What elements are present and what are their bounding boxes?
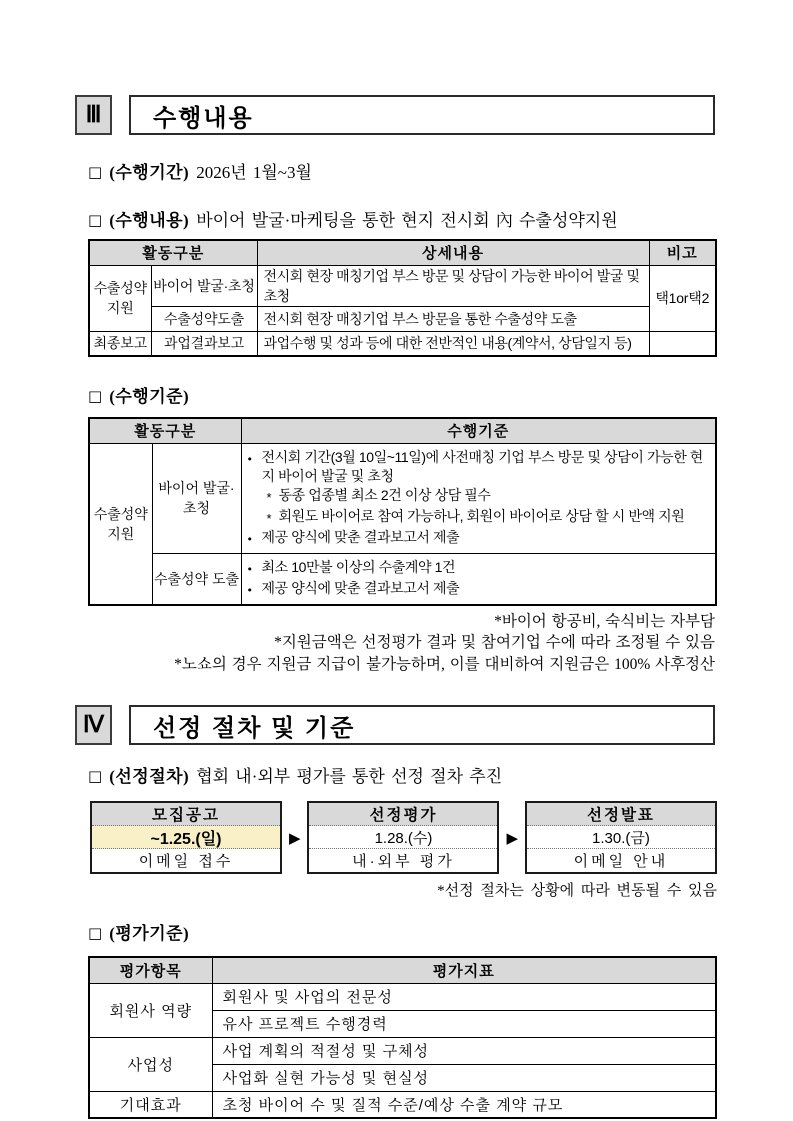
- section-heading-selection: [75, 705, 715, 745]
- criteria-content-cell: [241, 553, 716, 605]
- bullet-item: [247, 448, 710, 486]
- sub-cell: 바이어 발굴·초청: [151, 265, 257, 306]
- bullet-text: 제공 양식에 맞춘 결과보고서 제출: [261, 579, 460, 596]
- indicator-cell: 유사 프로젝트 수행경력: [212, 1010, 716, 1037]
- detail-cell: 전시회 현장 매칭기업 부스 방문을 통한 수출성약 도출: [257, 306, 649, 331]
- evaluation-label: (평가기준): [109, 924, 190, 943]
- criteria-table: [88, 417, 717, 606]
- section-number: Ⅳ: [82, 712, 105, 737]
- bullet-icon: •: [246, 452, 253, 466]
- indicator-cell: 사업화 실현 가능성 및 현실성: [212, 1064, 716, 1091]
- section-title-box: [129, 705, 715, 745]
- table-row: [89, 443, 716, 553]
- section-title: 선정 절차 및 기준: [153, 714, 356, 742]
- checkbox-icon: □: [88, 211, 103, 229]
- selection-line: [88, 765, 715, 789]
- flow-step-method: 내·외부 평가: [352, 853, 455, 870]
- table-row: [89, 983, 716, 1010]
- flow-step-evaluation: [307, 801, 499, 874]
- evaluation-table: [88, 956, 717, 1119]
- sub-cell: 바이어 발굴·초청: [152, 443, 241, 553]
- bullet-text: 전시회 기간(3월 10일~11일)에 사전매칭 기업 부스 방문 및 상담이 가능한 현지 바이어 발굴 및 초청: [261, 448, 703, 484]
- bullet-item: [247, 558, 710, 579]
- flow-step-method: 이메일 안내: [573, 853, 669, 870]
- bullet-text: 제공 양식에 맞춘 결과보고서 제출: [261, 528, 460, 545]
- footnotes: [0, 611, 715, 676]
- evaluation-line: [88, 922, 715, 946]
- detail-cell: 과업수행 및 성과 등에 대한 전반적인 내용(계약서, 상담일지 등): [257, 331, 649, 356]
- activity-table: [88, 239, 717, 357]
- star-icon: *: [266, 489, 272, 505]
- header-item: 평가항목: [89, 957, 212, 983]
- section-title-box: [129, 95, 715, 135]
- item-cell: 기대효과: [89, 1091, 212, 1118]
- note-cell: [649, 331, 716, 356]
- period-line: [88, 161, 715, 185]
- header-activity: 활동구분: [89, 240, 257, 265]
- star-text: 회원도 바이어로 참여 가능하나, 회원이 바이어로 상담 할 시 반액 지원: [278, 507, 685, 524]
- flow-step-title: 선정발표: [527, 803, 715, 826]
- section-number-box: [75, 95, 112, 135]
- footnote-line: *노쇼의 경우 지원금 지급이 불가능하며, 이를 대비하여 지원금은 100% 사후정산: [174, 655, 715, 673]
- group-cell: 수출성약 지원: [89, 443, 152, 605]
- sub-cell: 과업결과보고: [151, 331, 257, 356]
- table-row: [89, 331, 716, 356]
- bullet-text: 최소 10만불 이상의 수출계약 1건: [261, 558, 456, 575]
- sub-cell: 수출성약 도출: [152, 553, 241, 605]
- bullet-icon: •: [246, 583, 253, 597]
- checkbox-icon: □: [88, 163, 103, 181]
- period-label: (수행기간): [109, 163, 190, 182]
- flow-step-title: 선정평가: [309, 803, 497, 826]
- criteria-line: [88, 385, 715, 409]
- group-cell: 최종보고: [89, 331, 151, 356]
- detail-cell: 전시회 현장 매칭기업 부스 방문 및 상담이 가능한 바이어 발굴 및 초청: [257, 265, 649, 306]
- flow-step-date: 1.30.(금): [527, 826, 715, 849]
- period-text: 2026년 1월~3월: [196, 163, 312, 182]
- bullet-icon: •: [246, 562, 253, 576]
- table-header-row: [89, 418, 716, 443]
- indicator-cell: 초청 바이어 수 및 질적 수준/예상 수출 계약 규모: [212, 1091, 716, 1118]
- checkbox-icon: □: [88, 924, 103, 942]
- selection-label: (선정절차): [109, 767, 190, 786]
- checkbox-icon: □: [88, 767, 103, 785]
- section-title: 수행내용: [153, 104, 254, 132]
- header-activity: 활동구분: [89, 418, 241, 443]
- selection-text: 협회 내·외부 평가를 통한 선정 절차 추진: [196, 767, 503, 786]
- criteria-label: (수행기준): [109, 387, 190, 406]
- item-cell: 회원사 역량: [89, 983, 212, 1037]
- group-cell: 수출성약 지원: [89, 265, 151, 331]
- section-heading-performance: [75, 95, 715, 135]
- section-number: Ⅲ: [85, 102, 102, 127]
- bullet-item: [247, 528, 710, 549]
- content-label: (수행내용): [109, 211, 190, 230]
- table-header-row: [89, 240, 716, 265]
- arrow-right-icon: ▶: [288, 828, 301, 847]
- footnote-line: *지원금액은 선정평가 결과 및 참여기업 수에 따라 조정될 수 있음: [274, 634, 715, 651]
- flow-step-announcement-result: [525, 801, 717, 874]
- table-header-row: [89, 957, 716, 983]
- flow-step-title: 모집공고: [92, 803, 280, 826]
- flow-step-date: ~1.25.(일): [92, 826, 280, 849]
- arrow-right-icon: ▶: [506, 828, 518, 847]
- checkbox-icon: □: [88, 387, 103, 405]
- star-text: 동종 업종별 최소 2건 이상 상담 필수: [278, 486, 491, 503]
- footnote-line: *바이어 항공비, 숙식비는 자부담: [494, 612, 715, 630]
- flow-step-announcement: [90, 801, 282, 874]
- flow-step-method: 이메일 접수: [138, 853, 234, 870]
- item-cell: 사업성: [89, 1037, 212, 1091]
- criteria-content-cell: [241, 443, 716, 553]
- content-text: 바이어 발굴·마케팅을 통한 현지 전시회 內 수출성약지원: [196, 211, 618, 230]
- content-line: [88, 209, 715, 233]
- header-indicator: 평가지표: [212, 957, 716, 983]
- star-item: [247, 486, 710, 507]
- header-note: 비고: [649, 240, 716, 265]
- table-row: [89, 553, 716, 605]
- bullet-icon: •: [246, 532, 253, 546]
- flow-step-date: 1.28.(수): [309, 826, 497, 849]
- note-cell: 택1or택2: [649, 265, 716, 331]
- header-detail: 상세내용: [257, 240, 649, 265]
- table-row: [89, 1091, 716, 1118]
- bullet-item: [247, 579, 710, 600]
- header-criteria: 수행기준: [241, 418, 716, 443]
- table-row: [89, 306, 716, 331]
- section-number-box: [75, 705, 112, 745]
- indicator-cell: 회원사 및 사업의 전문성: [212, 983, 716, 1010]
- star-icon: *: [266, 510, 272, 526]
- table-row: [89, 1037, 716, 1064]
- flow-note: *선정 절차는 상황에 따라 변동될 수 있음: [437, 883, 717, 899]
- table-row: [89, 265, 716, 306]
- process-flow: [90, 801, 717, 874]
- sub-cell: 수출성약도출: [151, 306, 257, 331]
- indicator-cell: 사업 계획의 적절성 및 구체성: [212, 1037, 716, 1064]
- star-item: [247, 507, 710, 528]
